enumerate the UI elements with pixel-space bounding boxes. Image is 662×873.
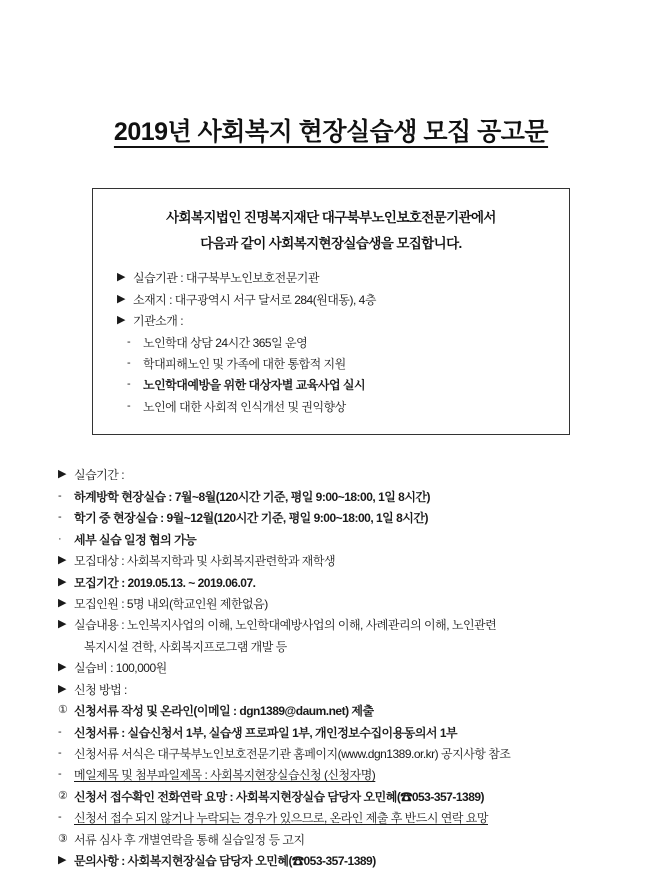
line-marker: ▶: [117, 292, 125, 305]
line-marker: ▶: [117, 314, 125, 327]
line-marker: -: [58, 768, 62, 781]
content-line: [58, 744, 604, 765]
line-text: 신청 방법 :: [74, 682, 127, 697]
line-text: 실습내용 : 노인복지사업의 이해, 노인학대예방사업의 이해, 사례관리의 이해, 노인관련: [74, 618, 497, 633]
line-marker: -: [58, 511, 62, 524]
content-line: [58, 658, 604, 679]
line-marker: ▶: [58, 618, 66, 631]
line-text: 모집기간 : 2019.05.13. ~ 2019.06.07.: [74, 575, 256, 590]
line-text: 세부 실습 일정 협의 가능: [74, 532, 197, 547]
content-line: [58, 487, 604, 508]
line-marker: -: [58, 747, 62, 760]
content-line: [58, 637, 604, 658]
intro-box: [92, 188, 570, 435]
page-title: 2019년 사회복지 현장실습생 모집 공고문: [113, 118, 549, 146]
line-text: 모집인원 : 5명 내외(학교인원 제한없음): [74, 596, 268, 611]
line-text: 실습기관 : 대구북부노인보호전문기관: [133, 271, 319, 286]
content-line: [58, 787, 604, 808]
line-marker: -: [127, 399, 131, 412]
content-line: [58, 594, 604, 615]
line-marker: -: [127, 357, 131, 370]
content-line: [58, 508, 604, 529]
line-text: 신청서류 서식은 대구북부노인보호전문기관 홈페이지(www.dgn1389.or.kr) 공지사항 참조: [74, 747, 511, 762]
content-line: [58, 680, 604, 701]
line-text: 실습비 : 100,000원: [74, 661, 167, 676]
content-line: [117, 311, 551, 332]
line-marker: ▶: [58, 661, 66, 674]
line-marker: -: [127, 335, 131, 348]
line-text: 메일제목 및 첨부파일제목 : 사회복지현장실습신청 (신청자명): [74, 768, 376, 783]
line-text: 복지시설 견학, 사회복지프로그램 개발 등: [84, 639, 287, 654]
content-line: [58, 465, 604, 486]
line-marker: ·: [58, 532, 62, 545]
line-text: 신청서 접수확인 전화연락 요망 : 사회복지현장실습 담당자 오민혜(☎053-357-1389): [74, 789, 485, 804]
content-line: [58, 701, 604, 722]
line-marker: ▶: [58, 575, 66, 588]
line-text: 소재지 : 대구광역시 서구 달서로 284(원대동), 4층: [133, 292, 376, 307]
line-text: 실습기간 :: [74, 468, 125, 483]
line-marker: ▶: [58, 682, 66, 695]
content-line: [117, 354, 551, 375]
content-line: [117, 290, 551, 311]
content-line: [58, 808, 604, 829]
content-line: [58, 551, 604, 572]
content-line: [58, 530, 604, 551]
line-marker: ▶: [117, 271, 125, 284]
content-line: [117, 375, 551, 396]
content-line: [58, 573, 604, 594]
line-marker: -: [127, 378, 131, 391]
intro-item-list: [107, 268, 555, 418]
line-text: 모집대상 : 사회복지학과 및 사회복지관련학과 재학생: [74, 554, 336, 569]
content-line: [58, 765, 604, 786]
line-text: 문의사항 : 사회복지현장실습 담당자 오민혜(☎053-357-1389): [74, 854, 376, 869]
content-line: [117, 397, 551, 418]
line-marker: ▶: [58, 596, 66, 609]
line-text: 기관소개 :: [133, 314, 184, 329]
content-line: [117, 268, 551, 289]
line-marker: ▶: [58, 468, 66, 481]
content-line: [58, 830, 604, 851]
line-marker: ③: [58, 832, 68, 845]
line-text: 학대피해노인 및 가족에 대한 통합적 지원: [143, 357, 346, 372]
line-marker: ①: [58, 704, 68, 717]
content-line: [58, 615, 604, 636]
line-text: 노인에 대한 사회적 인식개선 및 권익향상: [143, 399, 346, 414]
line-text: 노인학대 상담 24시간 365일 운영: [143, 335, 308, 350]
line-text: 신청서류 : 실습신청서 1부, 실습생 프로파일 1부, 개인정보수집이용동의서 1부: [74, 725, 458, 740]
intro-line-2: 다음과 같이 사회복지현장실습생을 모집합니다.: [200, 235, 462, 251]
line-marker: -: [58, 811, 62, 824]
line-text: 신청서 접수 되지 않거나 누락되는 경우가 있으므로, 온라인 제출 후 반드시 연락 요망: [74, 811, 488, 826]
line-text: 하계방학 현장실습 : 7월~8월(120시간 기준, 평일 9:00~18:00, 1일 8시간): [74, 489, 431, 504]
line-marker: ②: [58, 789, 68, 802]
content-line: [58, 723, 604, 744]
line-text: 신청서류 작성 및 온라인(이메일 : dgn1389@daum.net) 제출: [74, 704, 374, 719]
intro-line-1: 사회복지법인 진명복지재단 대구북부노인보호전문기관에서: [166, 210, 496, 225]
line-text: 서류 심사 후 개별연락을 통해 실습일정 등 고지: [74, 832, 305, 847]
line-text: 학기 중 현장실습 : 9월~12월(120시간 기준, 평일 9:00~18:00, 1일 8시간): [74, 511, 428, 526]
content-line: [117, 333, 551, 354]
line-marker: -: [58, 489, 62, 502]
line-marker: ▶: [58, 854, 66, 867]
line-text: 노인학대예방을 위한 대상자별 교육사업 실시: [143, 378, 366, 393]
line-marker: -: [58, 725, 62, 738]
body-content-list: [58, 465, 604, 872]
content-line: [58, 851, 604, 872]
line-marker: ▶: [58, 554, 66, 567]
